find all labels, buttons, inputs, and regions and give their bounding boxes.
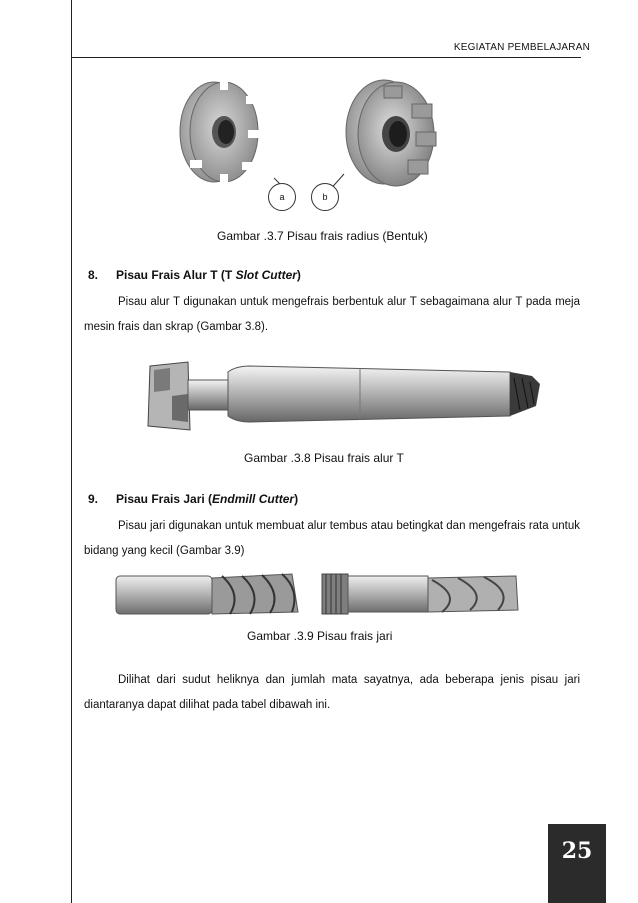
section-9-title-end: ) [294, 492, 299, 506]
section-9-title: Pisau Frais Jari ( [116, 492, 213, 506]
section-8-title-end: ) [296, 268, 301, 282]
end-mill-2-image [322, 574, 518, 614]
page-number: 25 [561, 838, 593, 864]
section-9-paragraph: Pisau jari digunakan untuk membuat alur tembus atau betingkat dan mengefrais rata untuk bidang yang kecil (Gambar 3.9) [84, 520, 580, 557]
callout-a: a [268, 183, 296, 211]
header-rule [71, 57, 581, 58]
closing-paragraph: Dilihat dari sudut heliknya dan jumlah mata sayatnya, ada beberapa jenis pisau jari diantaranya dapat dilihat pada tabel dibawah ini. [84, 674, 580, 711]
end-mill-1-image [116, 574, 298, 614]
section-8-number: 8. [88, 268, 99, 282]
figure-t-slot-cutter [140, 356, 545, 438]
section-9-title-italic: Endmill Cutter [212, 492, 295, 506]
section-9-heading [88, 492, 298, 506]
section-8-title: Pisau Frais Alur T (T [116, 268, 236, 282]
cutter-b-image [346, 80, 436, 186]
figure-3-8-caption: Gambar .3.8 Pisau frais alur T [244, 451, 404, 465]
figure-3-9-caption: Gambar .3.9 Pisau frais jari [247, 629, 393, 643]
callout-b: b [311, 183, 339, 211]
section-8-title-italic: Slot Cutter [235, 268, 297, 282]
figure-end-mills [112, 568, 524, 618]
running-header: KEGIATAN PEMBELAJARAN [453, 42, 590, 53]
figure-3-7-caption: Gambar .3.7 Pisau frais radius (Bentuk) [217, 229, 428, 243]
section-8-heading [88, 268, 301, 282]
cutter-a-image [180, 78, 260, 186]
margin-line [71, 0, 72, 903]
section-9-number: 9. [88, 492, 99, 506]
section-8-paragraph: Pisau alur T digunakan untuk mengefrais berbentuk alur T sebagaimana alur T pada meja mesin frais dan skrap (Gambar 3.8). [84, 296, 580, 333]
